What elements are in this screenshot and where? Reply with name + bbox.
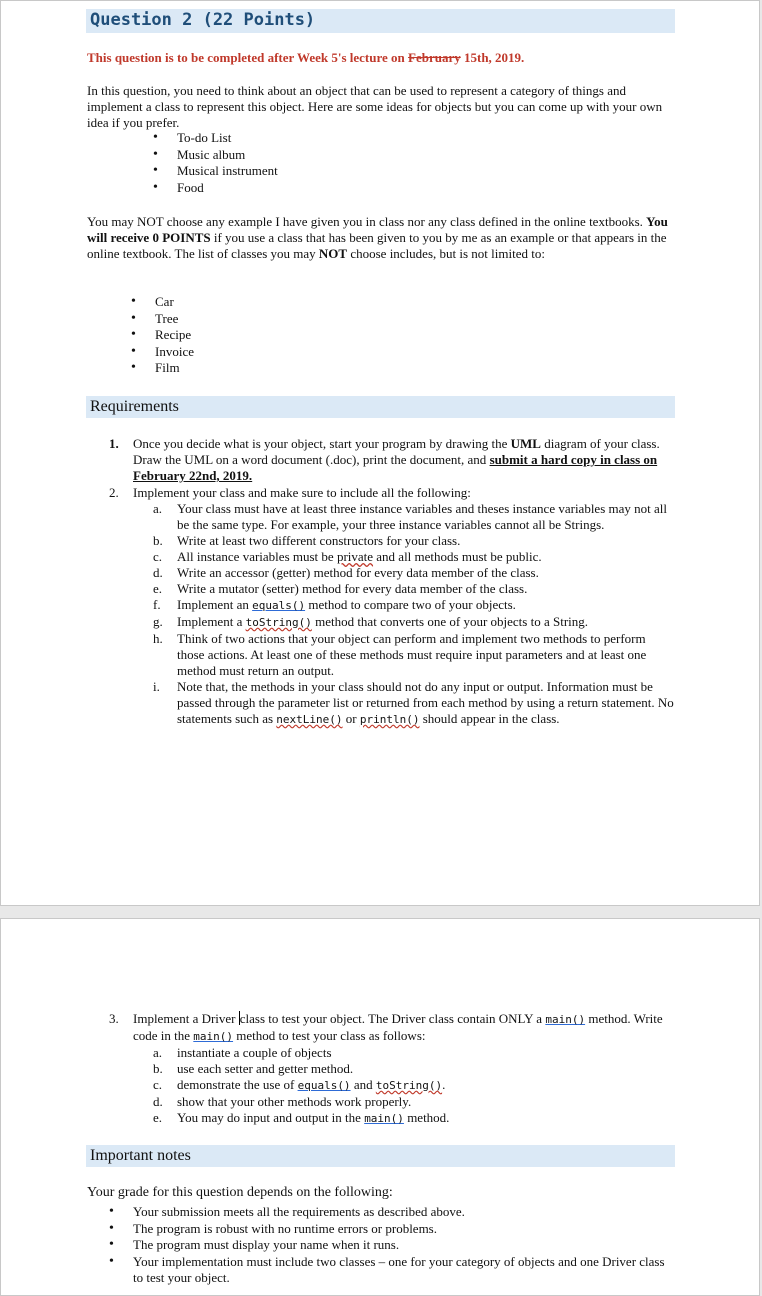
requirement-2e: e. Write a mutator (setter) method for every data member of the class. bbox=[153, 581, 528, 596]
requirement-3: 3. Implement a Driver class to test your object. The Driver class contain ONLY a main() method. Write code in the main() method to test your class as follows: bbox=[109, 1011, 663, 1043]
important-notes-heading: Important notes bbox=[86, 1145, 675, 1167]
list-item: • Car bbox=[131, 294, 194, 311]
requirement-1: 1. Once you decide what is your object, start your program by drawing the UML diagram of your class. Draw the UML on a word document (.doc), print the document, and submit a hard copy in class on February 22nd, 2019. bbox=[109, 436, 660, 483]
requirement-3d: d. show that your other methods work properly. bbox=[153, 1094, 412, 1109]
requirement-2i: i. Note that, the methods in your class should not do any input or output. Information must be passed through the parameter list or returned from each method by using a return statement. No statements such as nextLine() or println() should appear in the class. bbox=[153, 679, 674, 726]
requirement-2b: b. Write at least two different constructors for your class. bbox=[153, 533, 461, 548]
requirement-3e: e. You may do input and output in the main() method. bbox=[153, 1110, 450, 1125]
requirement-2d: d. Write an accessor (getter) method for every data member of the class. bbox=[153, 565, 539, 580]
list-item: • The program must display your name when it runs. bbox=[109, 1237, 677, 1254]
requirement-3c: c. demonstrate the use of equals() and toString(). bbox=[153, 1077, 446, 1092]
requirements-list bbox=[109, 436, 675, 728]
ideas-list bbox=[153, 130, 278, 196]
document-page-2 bbox=[0, 918, 760, 1296]
requirement-2c: c. All instance variables must be private and all methods must be public. bbox=[153, 549, 542, 564]
list-item: • Musical instrument bbox=[153, 163, 278, 180]
requirements-heading: Requirements bbox=[86, 396, 675, 418]
list-item: • Recipe bbox=[131, 327, 194, 344]
list-item: • Your implementation must include two classes – one for your category of objects and one Driver class to test your object. bbox=[109, 1254, 677, 1287]
requirement-2g: g. Implement a toString() method that converts one of your objects to a String. bbox=[153, 614, 589, 629]
requirement-2f: f. Implement an equals() method to compare two of your objects. bbox=[153, 597, 516, 612]
requirement-2: 2. Implement your class and make sure to include all the following: bbox=[109, 485, 471, 500]
grade-intro: Your grade for this question depends on the following: bbox=[87, 1185, 393, 1200]
list-item: • Film bbox=[131, 360, 194, 377]
excluded-classes-list bbox=[131, 294, 194, 377]
list-item: • Tree bbox=[131, 311, 194, 328]
notice-line: This question is to be completed after Week 5's lecture on February 15th, 2019. bbox=[87, 50, 525, 65]
requirement-3b: b. use each setter and getter method. bbox=[153, 1061, 354, 1076]
requirement-3-block bbox=[109, 1011, 675, 1127]
list-item: • Food bbox=[153, 180, 278, 197]
question-title: Question 2 (22 Points) bbox=[86, 9, 675, 33]
list-item: • To-do List bbox=[153, 130, 278, 147]
grade-criteria-list bbox=[109, 1204, 677, 1287]
list-item: • Invoice bbox=[131, 344, 194, 361]
list-item: • Music album bbox=[153, 147, 278, 164]
requirement-3a: a. instantiate a couple of objects bbox=[153, 1045, 332, 1060]
list-item: • Your submission meets all the requirements as described above. bbox=[109, 1204, 677, 1221]
requirement-2a: a. Your class must have at least three instance variables and theses instance variables may not all be the same type. For example, your three instance variables cannot all be Strings. bbox=[153, 501, 668, 532]
intro-paragraph: In this question, you need to think about an object that can be used to represent a category of things and implement a class to represent this object. Here are some ideas for objects but you can come up with your own idea if you prefer. bbox=[87, 83, 663, 130]
requirement-2h: h. Think of two actions that your object can perform and implement two methods to perform those actions. At least one of these methods must require input parameters and at least one method must return an output. bbox=[153, 631, 647, 678]
list-item: • The program is robust with no runtime errors or problems. bbox=[109, 1221, 677, 1238]
warning-paragraph: You may NOT choose any example I have given you in class nor any class defined in the online textbooks. You will receive 0 POINTS if you use a class that has been given to you by me as an example or that appears in the online textbook. The list of classes you may NOT choose includes, but is not limited to: bbox=[87, 214, 668, 261]
